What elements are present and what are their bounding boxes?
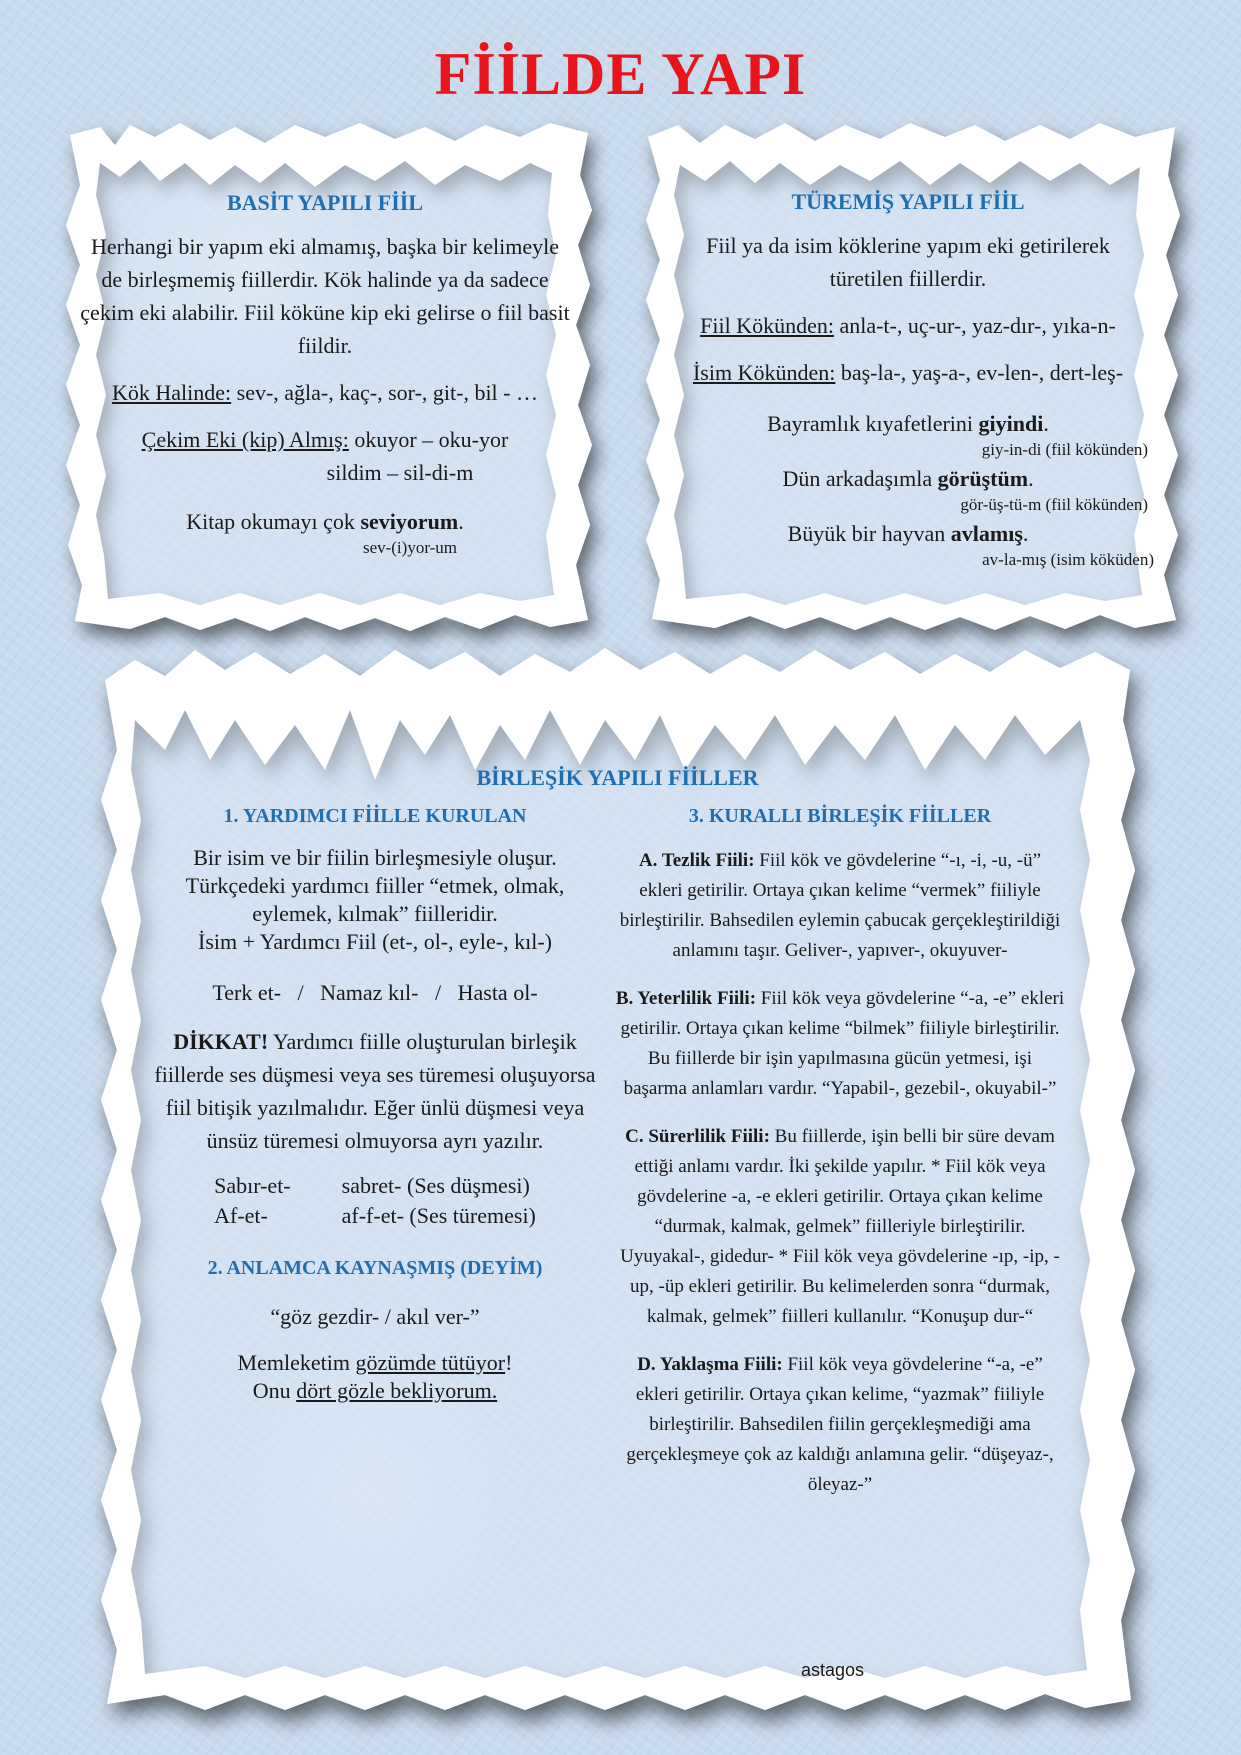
sentence-post: .: [458, 509, 464, 534]
example-pre: Büyük bir hayvan: [787, 521, 951, 546]
s2-heading: 2. ANLAMCA KAYNAŞMIŞ (DEYİM): [207, 1257, 543, 1279]
turemis-example-1: [648, 407, 1168, 440]
basit-kok-line: [80, 376, 570, 409]
kok-examples: sev-, ağla-, kaç-, sor-, git-, bil - …: [231, 380, 538, 405]
kok-label: Kök Halinde:: [111, 380, 232, 405]
s3-text: Fiil kök veya gövdelerine “-a, -e” ekleri getirilir. Ortaya çıkan kelime, “yazmak” fiiliyle birleştirilir. Bahsedilen fiilin gerçekleşmediği ama gerçekleşmeye çok az kaldığı anlamına gelir. “düşeyaz-, öleyaz-”: [626, 1354, 1054, 1495]
s2-example: “göz gezdir- / akıl ver-”: [270, 1304, 480, 1329]
s3-item-a: [615, 846, 1065, 966]
birlesik-heading: BİRLEŞİK YAPILI FİİLLER: [476, 765, 759, 790]
isim-examples: baş-la-, yaş-a-, ev-len-, dert-leş-: [835, 360, 1124, 385]
turemis-fiil-line: [648, 309, 1168, 342]
turemis-analysis-2: gör-üş-tü-m (fiil kökünden): [960, 495, 1148, 514]
birlesik-panel: [95, 640, 1140, 1715]
s1-heading: 1. YARDIMCI FİİLLE KURULAN: [223, 805, 527, 827]
example-bold: görüştüm: [937, 466, 1029, 491]
turemis-heading: TÜREMİŞ YAPILI FİİL: [791, 189, 1025, 214]
isim-label: İsim Kökünden:: [692, 360, 836, 385]
footer-text: astagos: [800, 1660, 865, 1680]
s1-desc-line: eylemek, kılmak” fiilleridir.: [252, 901, 498, 926]
example-post: .: [1022, 521, 1029, 546]
cekim-example1: okuyor – oku-yor: [348, 427, 509, 452]
s1-desc-line: İsim + Yardımcı Fiil (et-, ol-, eyle-, kıl-): [198, 929, 552, 954]
table-row: [213, 1171, 537, 1201]
s2-sentence-2: [150, 1377, 600, 1405]
turemis-analysis-1: giy-in-di (fiil kökünden): [981, 440, 1148, 459]
example-pre: Bayramlık kıyafetlerini: [767, 411, 979, 436]
turemis-example-3: [648, 517, 1168, 550]
dikkat-note: [150, 1025, 600, 1157]
ses-cell: Sabır-et-: [214, 1173, 291, 1198]
s3-text: Fiil kök veya gövdelerine “-a, -e” ekleri getirilir. Ortaya çıkan kelime “bilmek” fiiliyle birleştirilir. Bu fiillerde bir işin yapılmasına gücün yetmesi, işi başarma anlamları vardır. “Yapabil-, gezebil-, okuyabil-”: [620, 988, 1065, 1099]
turemis-description: Fiil ya da isim köklerine yapım eki getirilerek türetilen fiillerdir.: [706, 233, 1110, 291]
s1-examples: Terk et- / Namaz kıl- / Hasta ol-: [212, 980, 538, 1005]
turemis-panel: [640, 115, 1185, 635]
sentence-pre: Kitap okumayı çok: [186, 509, 361, 534]
turemis-example-2: [648, 462, 1168, 495]
basit-description: Herhangi bir yapım eki almamış, başka bir kelimeyle de birleşmemiş fiillerdir. Kök halinde ya da sadece çekim eki alabilir. Fiil köküne kip eki gelirse o fiil basit fiildir.: [80, 234, 570, 358]
s3-label: A. Tezlik Fiili:: [638, 850, 755, 871]
s3-heading: 3. KURALLI BİRLEŞİK FİİLLER: [688, 805, 992, 827]
basit-sentence: [80, 505, 570, 538]
turemis-analysis-3: av-la-mış (isim köküden): [982, 550, 1154, 569]
fiil-label: Fiil Kökünden:: [700, 313, 834, 338]
example-post: .: [1028, 466, 1034, 491]
ses-cell: Af-et-: [214, 1203, 268, 1228]
footer-credit: [0, 1660, 1241, 1681]
s3-text: Bu fiillerde, işin belli bir süre devam ettiği anlamı vardır. İki şekilde yapılır. * Fiil kök veya gövdelerine -a, -e ekleri getirilir. Ortaya çıkan kelime “durmak, kalmak, gelmek” fiilleriyle birleştirilir. Uyuyakal-, gidedur- * Fiil kök veya gövdelerine -ıp, -ip, -up, -üp ekleri getirilir. Bu kelimelerden sonra “durmak, kalmak, gelmek” fiilleri kullanılır. “Konuşup dur-“: [620, 1126, 1060, 1327]
basit-cekim-line: [80, 423, 570, 456]
sentence-post: !: [505, 1350, 513, 1375]
basit-analysis: sev-(i)yor-um: [362, 538, 458, 557]
sentence-pre: Onu: [252, 1378, 297, 1403]
ses-table: [213, 1171, 537, 1231]
s1-desc-line: Türkçedeki yardımcı fiiller “etmek, olmak,: [185, 873, 565, 898]
idiom: gözümde tütüyor: [355, 1350, 506, 1375]
turemis-isim-line: [648, 356, 1168, 389]
page-title: FİİLDE YAPI: [434, 41, 807, 107]
sentence-pre: Memleketim: [237, 1350, 356, 1375]
s3-label: D. Yaklaşma Fiili:: [637, 1354, 783, 1375]
dikkat-label: DİKKAT!: [173, 1029, 269, 1054]
s3-label: B. Yeterlilik Fiili:: [615, 988, 757, 1009]
example-post: .: [1043, 411, 1049, 436]
s1-desc-line: Bir isim ve bir fiilin birleşmesiyle oluşur.: [193, 845, 557, 870]
s3-text: Fiil kök ve gövdelerine “-ı, -i, -u, -ü” ekleri getirilir. Ortaya çıkan kelime “vermek” fiiliyle birleştirilir. Bahsedilen eylemin çabucak gerçekleştirildiği anlamını taşır. Geliver-, yapıver-, okuyuver-: [619, 850, 1061, 961]
ses-cell: sabret- (Ses düşmesi): [341, 1173, 530, 1198]
s1-description: [150, 844, 600, 956]
s3-item-c: [615, 1122, 1065, 1332]
s3-item-d: [615, 1350, 1065, 1500]
basit-panel: [60, 115, 600, 635]
ses-cell: af-f-et- (Ses türemesi): [341, 1203, 536, 1228]
fiil-examples: anla-t-, uç-ur-, yaz-dır-, yıka-n-: [833, 313, 1116, 338]
example-pre: Dün arkadaşımla: [782, 466, 938, 491]
basit-heading: BASİT YAPILI FİİL: [226, 190, 424, 215]
example-bold: avlamış: [950, 521, 1023, 546]
sentence-bold: seviyorum: [360, 509, 459, 534]
s2-sentence-1: [150, 1349, 600, 1377]
s3-label: C. Sürerlilik Fiili:: [625, 1126, 770, 1147]
cekim-example2: sildim – sil-di-m: [326, 460, 474, 485]
idiom: dört gözle bekliyorum.: [296, 1378, 498, 1403]
table-row: [213, 1201, 537, 1231]
example-bold: giyindi: [978, 411, 1044, 436]
s3-item-b: [615, 984, 1065, 1104]
cekim-label: Çekim Eki (kip) Almış:: [141, 427, 349, 452]
dikkat-text: Yardımcı fiille oluşturulan birleşik fiillerde ses düşmesi veya ses türemesi oluşuyorsa fiil bitişik yazılmalıdır. Eğer ünlü düşmesi veya ünsüz türemesi olmuyorsa ayrı yazılır.: [154, 1029, 596, 1153]
